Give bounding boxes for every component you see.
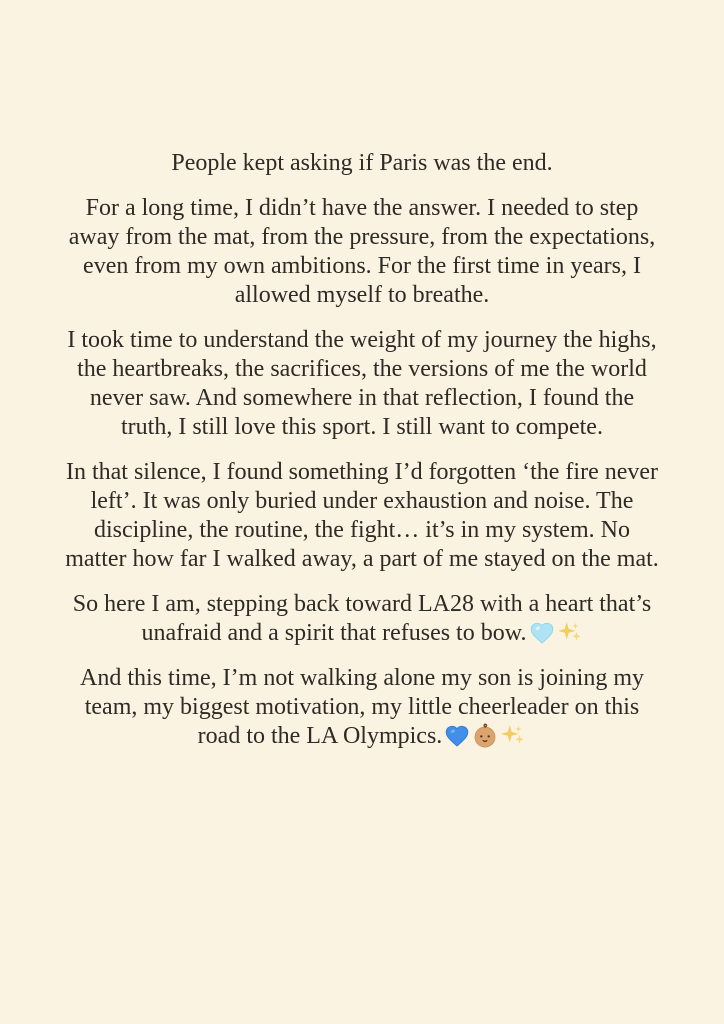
sparkles-icon [555, 619, 583, 648]
paragraph-3 [62, 326, 662, 442]
paragraph-1-text: People kept asking if Paris was the end. [171, 150, 553, 176]
paragraph-4 [62, 458, 662, 574]
light-blue-heart-icon [527, 619, 555, 648]
paragraph-2-text: For a long time, I didn’t have the answer. I needed to step away from the mat, from the pressure, from the expectations, even from my own ambitions. For the first time in years, I allowed myself to breathe. [68, 195, 656, 308]
paragraph-3-text: I took time to understand the weight of my journey the highs, the heartbreaks, the sacrifices, the versions of me the world never saw. And somewhere in that reflection, I found the truth, I still love this sport. I still want to compete. [67, 327, 657, 440]
paragraph-4-text: In that silence, I found something I’d forgotten ‘the fire never left’. It was only buried under exhaustion and noise. The discipline, the routine, the fight… it’s in my system. No matter how far I walked away, a part of me stayed on the mat. [65, 459, 659, 572]
paragraph-2 [62, 194, 662, 310]
paragraph-1 [62, 149, 662, 178]
paragraph-5 [62, 590, 662, 648]
paragraph-6-text: And this time, I’m not walking alone my son is joining my team, my biggest motivation, my little cheerleader on this road to the LA Olympics. [80, 665, 644, 749]
sparkles-icon [498, 722, 526, 751]
baby-icon [470, 722, 498, 751]
blue-heart-icon [442, 722, 470, 751]
paragraph-5-text: So here I am, stepping back toward LA28 with a heart that’s unafraid and a spirit that refuses to bow. [72, 591, 652, 646]
paragraph-6 [62, 664, 662, 751]
post-text-block [62, 0, 662, 751]
